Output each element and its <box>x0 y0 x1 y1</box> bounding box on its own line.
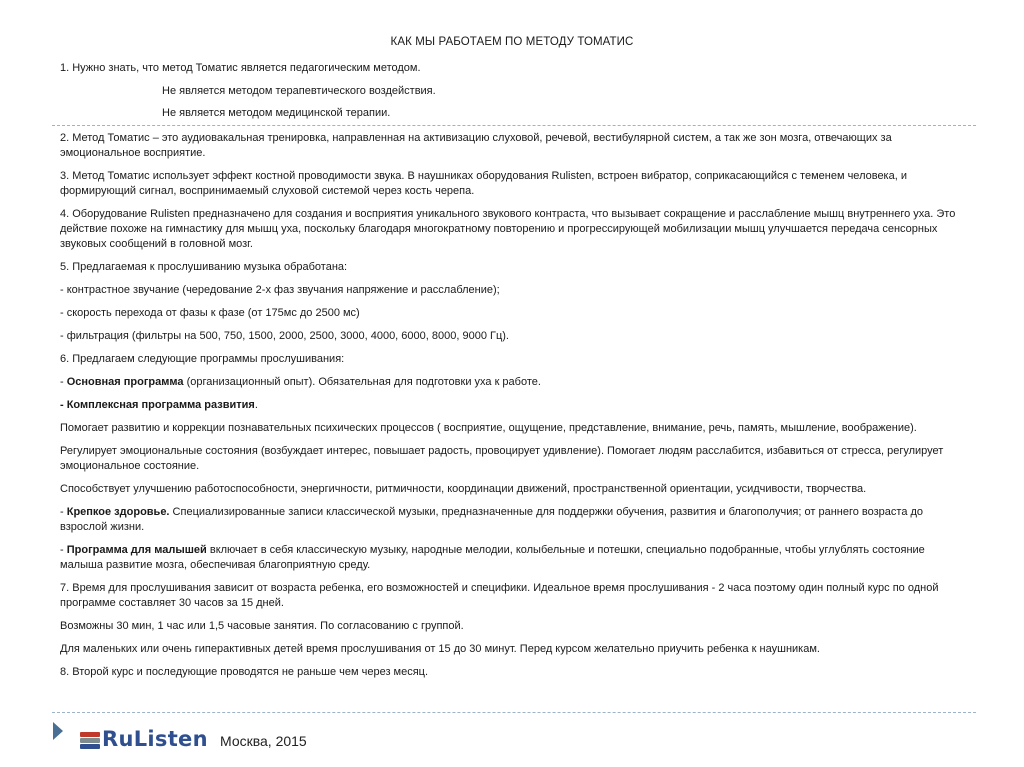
rulisten-logo <box>80 727 208 752</box>
point-1: 1. Нужно знать, что метод Томатис является педагогическим методом. <box>60 62 421 74</box>
program-basic-desc: (организационный опыт). Обязательная для подготовки уха к работе. <box>183 376 541 388</box>
point-7-note-a: Возможны 30 мин, 1 час или 1,5 часовые занятия. По согласованию с группой. <box>60 620 464 632</box>
point-7-note-b: Для маленьких или очень гиперактивных детей время прослушивания от 15 до 30 минут. Перед курсом желательно приучить ребенка к наушникам. <box>60 643 820 655</box>
program-complex-dot: . <box>254 399 258 411</box>
point-7: 7. Время для прослушивания зависит от возраста ребенка, его возможностей и специфики. Идеальное время прослушивания - 2 часа поэтому один полный курс по одной программе составляет 30 часов за 15 дней. <box>60 582 939 609</box>
point-5-item-a: - контрастное звучание (чередование 2-х фаз звучания напряжение и расслабление); <box>60 284 500 296</box>
point-4: 4. Оборудование Rulisten предназначено для создания и восприятия уникального звукового контраста, что вызывает сокращение и расслабление мышц внутреннего уха. Это действие похоже на гимнастику для мышц уха, поскольку благодаря многократному повторению и прогрессирующей мобилизации мышц улучшается передача сенсорных звуковых сообщений в головной мозг. <box>60 208 956 250</box>
program-complex-desc-2: Регулирует эмоциональные состояния (возбуждает интерес, повышает радость, провоцирует удивление). Помогает людям расслабится, избавиться от стресса, регулирует эмоциональное состояние. <box>60 445 944 472</box>
play-arrow-icon <box>53 722 63 740</box>
program-health-name: Крепкое здоровье. <box>66 506 170 518</box>
point-5-item-b: - скорость перехода от фазы к фазе (от 175мс до 2500 мс) <box>60 307 360 319</box>
program-health-prefix: - <box>60 506 67 518</box>
program-kids-desc: включает в себя классическую музыку, народные мелодии, колыбельные и потешки, специально подобранные, чтобы углублять состояние малыша развитие мозга, обеспечивая благоприятную среду. <box>60 544 925 571</box>
footer-city-year: Москва, 2015 <box>220 733 307 749</box>
program-basic-name: Основная программа <box>66 376 184 388</box>
slide-content <box>60 61 970 688</box>
program-kids-name: Программа для малышей <box>66 544 207 556</box>
point-1-note-b: Не является методом медицинской терапии. <box>162 107 391 119</box>
point-3: 3. Метод Томатис использует эффект костной проводимости звука. В наушниках оборудования Rulisten, встроен вибратор, соприкасающийся с теменем человека, и формирующий сигнал, воспринимаемый слуховой системой через кость черепа. <box>60 170 907 197</box>
logo-text: RuListen <box>102 727 208 751</box>
program-complex <box>60 398 970 413</box>
program-health <box>60 505 970 535</box>
bottom-dashed-divider <box>52 712 976 713</box>
program-basic-prefix: - <box>60 376 67 388</box>
slide-title: КАК МЫ РАБОТАЕМ ПО МЕТОДУ ТОМАТИС <box>390 36 634 48</box>
point-2: 2. Метод Томатис – это аудиовакальная тренировка, направленная на активизацию слуховой, речевой, вестибулярной систем, а так же зон мозга, отвечающих за эмоциональное восприятие. <box>60 132 892 159</box>
program-basic <box>60 375 970 390</box>
program-complex-name: - Комплексная программа развития <box>60 399 255 411</box>
program-kids <box>60 543 970 573</box>
program-complex-desc-1: Помогает развитию и коррекции познавательных психических процессов ( восприятие, ощущение, представление, внимание, речь, память, мышление, воображение). <box>60 422 917 434</box>
point-6: 6. Предлагаем следующие программы прослушивания: <box>60 353 345 365</box>
point-1-note-a: Не является методом терапевтического воздействия. <box>162 85 436 97</box>
point-8: 8. Второй курс и последующие проводятся не раньше чем через месяц. <box>60 666 429 678</box>
program-health-desc: Специализированные записи классической музыки, предназначенные для поддержки обучения, развития и благополучия; от раннего возраста до взрослой жизни. <box>60 506 924 533</box>
point-5-item-c: - фильтрация (фильтры на 500, 750, 1500, 2000, 2500, 3000, 4000, 6000, 8000, 9000 Гц). <box>60 330 509 342</box>
program-kids-prefix: - <box>60 544 67 556</box>
books-icon <box>80 732 100 750</box>
point-5: 5. Предлагаемая к прослушиванию музыка обработана: <box>60 261 348 273</box>
program-complex-desc-3: Способствует улучшению работоспособности, энергичности, ритмичности, координации движений, пространственной ориентации, усидчивости, творчества. <box>60 483 867 495</box>
